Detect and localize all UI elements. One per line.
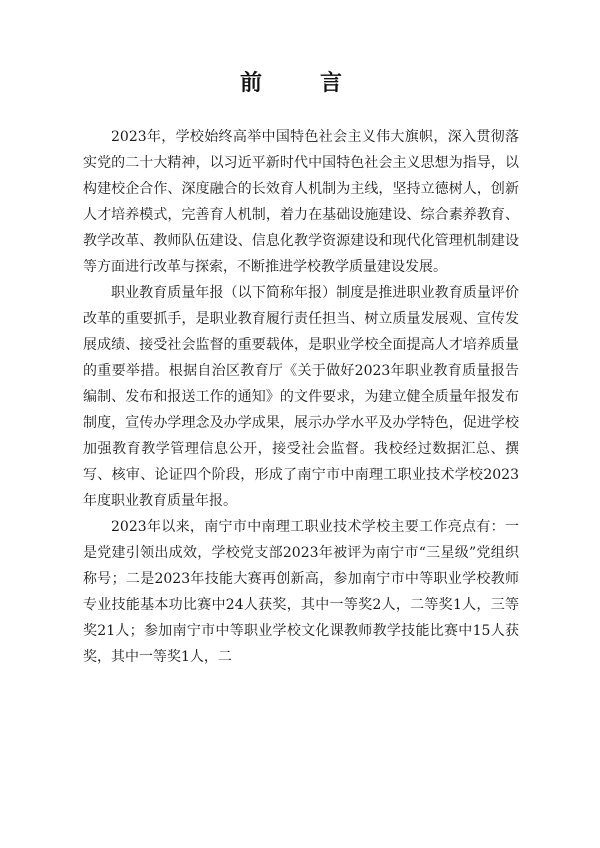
paragraph-intro: 2023年，学校始终高举中国特色社会主义伟大旗帜，深入贯彻落实党的二十大精神，以习近平新时代中国特色社会主义思想为指导，以构建校企合作、深度融合的长效育人机制为主线，坚持立德树人，创新人才培养模式，完善育人机制，着力在基础设施建设、综合素养教育、教学改革、教师队伍建设、信息化教学资源建设和现代化管理机制建设等方面进行改革与探索，不断推进学校教学质量建设发展。 <box>83 129 519 275</box>
page-title: 前 言 <box>239 70 360 96</box>
paragraph-annual-report: 职业教育质量年报（以下简称年报）制度是推进职业教育质量评价改革的重要抓手，是职业教育履行责任担当、树立质量发展观、宣传发展成绩、接受社会监督的重要载体，是职业学校全面提高人才培养质量的重要举措。根据自治区教育厅《关于做好2023年职业教育质量报告编制、发布和报送工作的通知》的文件要求，为建立健全质量年报发布制度，宣传办学理念及办学成果，展示办学水平及办学特色，促进学校加强教育教学管理信息公开，接受社会监督。我校经过数据汇总、撰写、核审、论证四个阶段，形成了南宁市中南理工职业技术学校2023年度职业教育质量年报。 <box>83 285 519 509</box>
paragraph-highlights: 2023年以来，南宁市中南理工职业技术学校主要工作亮点有：一是党建引领出成效，学校党支部2023年被评为南宁市“三星级”党组织称号；二是2023年技能大赛再创新高，参加南宁市中等职业学校教师专业技能基本功比赛中24人获奖，其中一等奖2人，二等奖1人，三等奖21人；参加南宁市中等职业学校文化课教师教学技能比赛中15人获奖，其中一等奖1人，二 <box>83 519 519 665</box>
document-body <box>83 124 519 670</box>
